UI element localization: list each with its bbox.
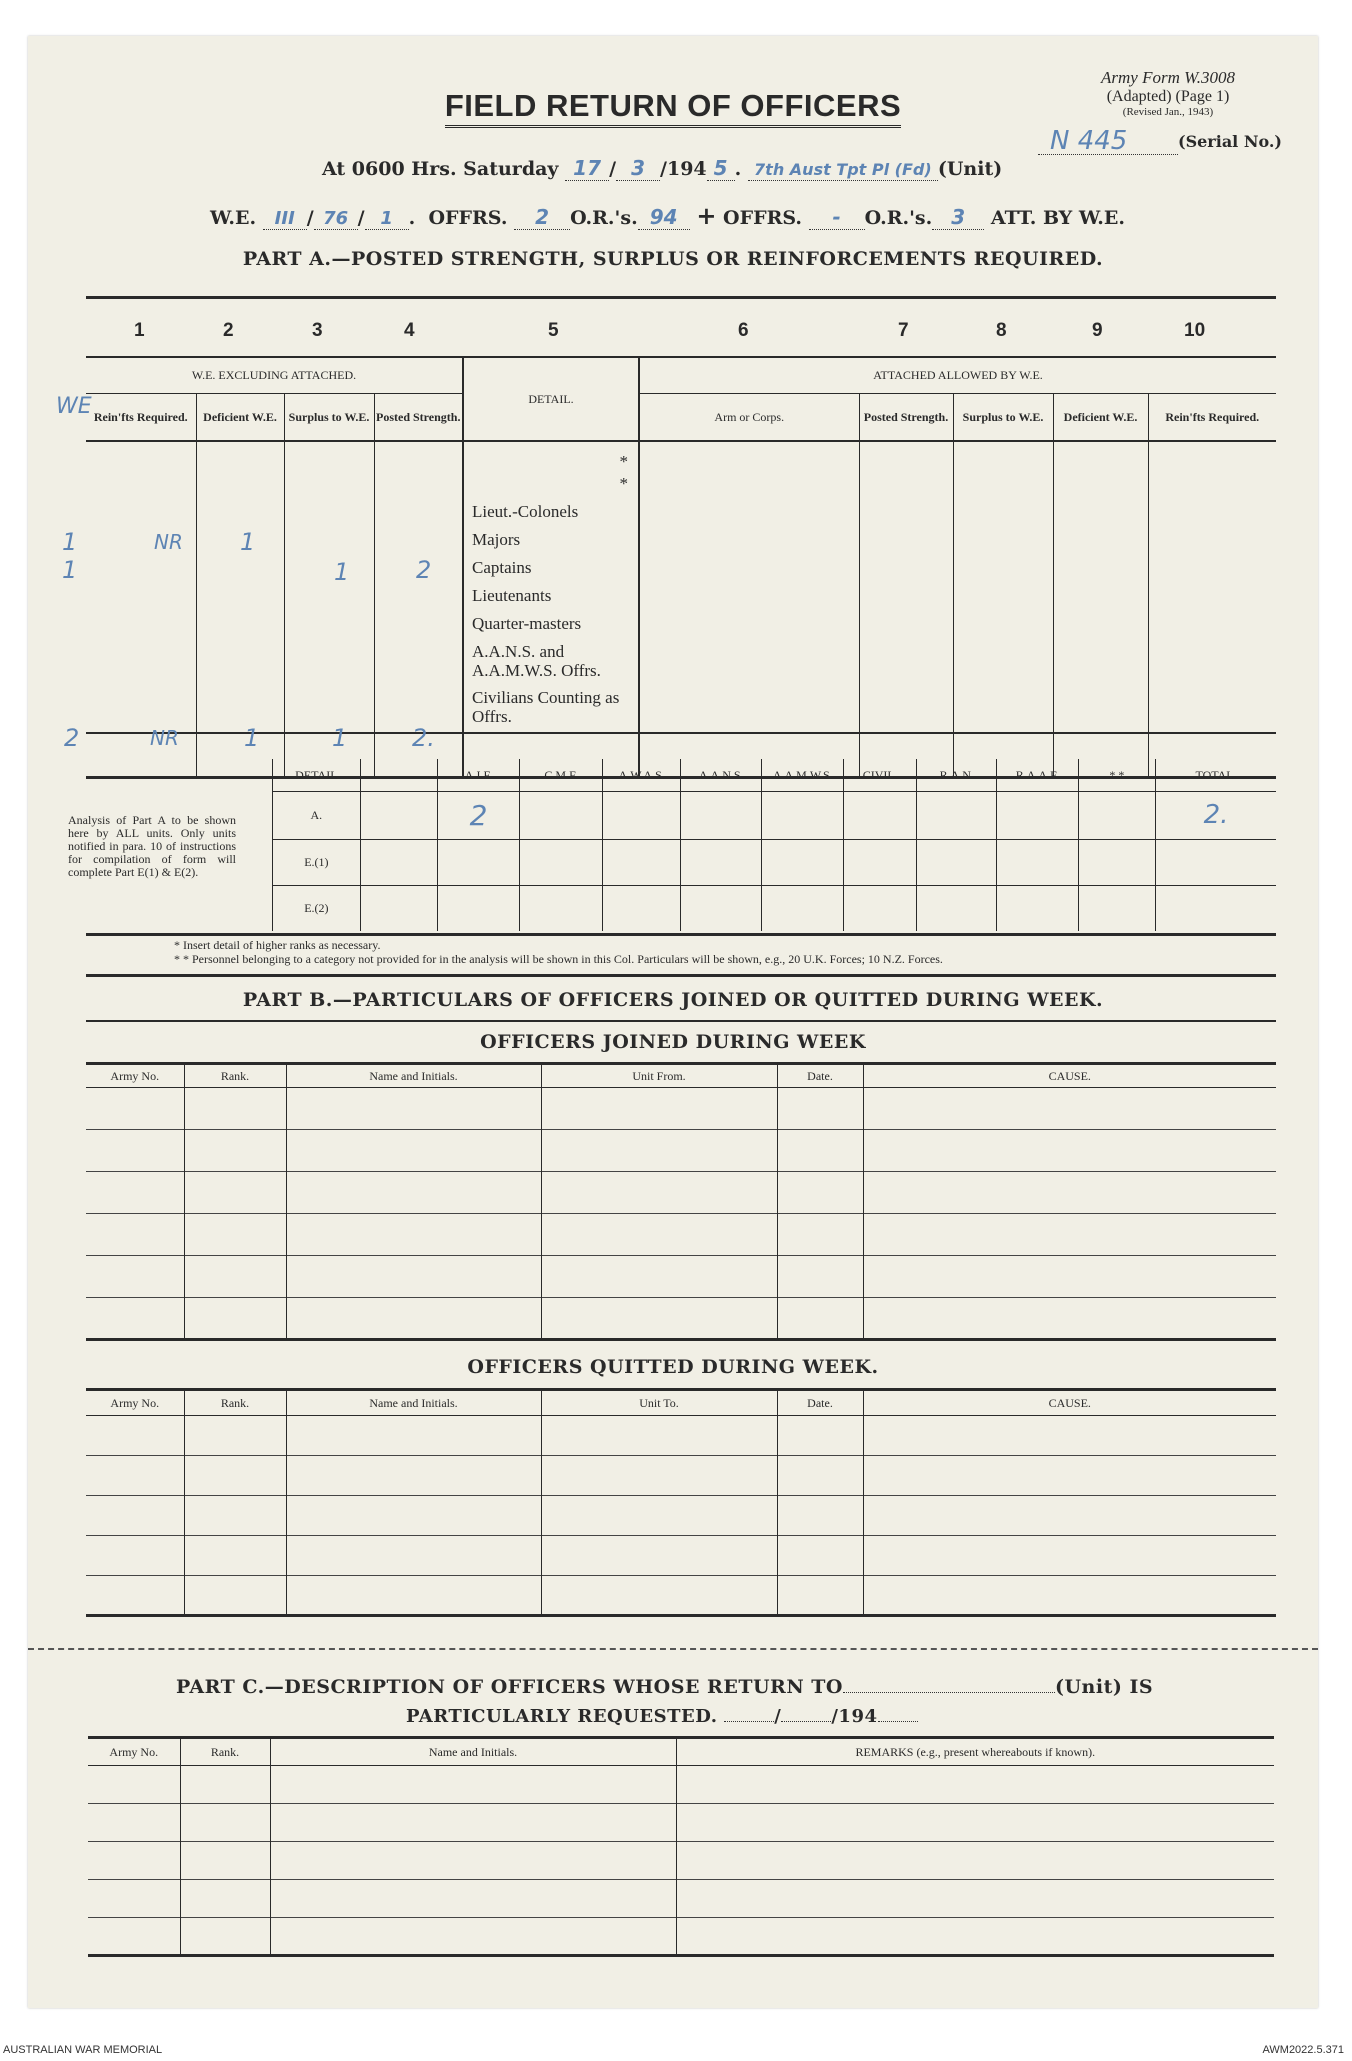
arm-or-corps-header: Arm or Corps. <box>639 393 859 441</box>
rank-civilians: Civilians Counting as Offrs. <box>472 688 620 726</box>
col-number-2: 2 <box>223 320 234 341</box>
analysis-header-civil: CIVIL. <box>844 759 917 791</box>
serial-field <box>1038 124 1178 155</box>
form-sheet <box>28 36 1318 2008</box>
analysis-aif-a-value: 2 <box>469 798 488 832</box>
deficient-we-right-header: Deficient W.E. <box>1053 393 1148 441</box>
form-adapted: (Adapted) (Page 1) <box>1106 88 1230 105</box>
joined-col-rank: Rank. <box>184 1064 286 1088</box>
analysis-bottom-rule <box>86 933 1276 936</box>
analysis-row-e1-label: E.(1) <box>273 839 361 885</box>
part-c-row <box>88 1766 1274 1804</box>
footnote-1: * Insert detail of higher ranks as necessary. <box>174 938 381 952</box>
footnote-rule <box>86 974 1276 977</box>
quitted-row <box>86 1576 1276 1616</box>
part-c-unit-field <box>843 1676 1055 1693</box>
joined-col-army-no: Army No. <box>86 1064 184 1088</box>
date-month-field: 3 <box>616 156 660 181</box>
hand-total-reinfts: NR <box>150 726 179 750</box>
form-title: FIELD RETURN OF OFFICERS <box>28 88 1318 124</box>
col-number-6: 6 <box>738 320 749 341</box>
joined-title: OFFICERS JOINED DURING WEEK <box>480 1031 866 1053</box>
part-c-requested: PARTICULARLY REQUESTED. <box>406 1706 718 1727</box>
joined-col-cause: CAUSE. <box>1048 1069 1091 1083</box>
analysis-row-e2-label: E.(2) <box>273 885 361 931</box>
ors-field: 94 <box>638 205 690 230</box>
plus-sign: + <box>696 201 717 230</box>
part-c-col-army-no: Army No. <box>88 1738 180 1766</box>
offrs-field: 2 <box>514 205 570 230</box>
part-b-title: PART B.—PARTICULARS OF OFFICERS JOINED OR QUITTED DURING WEEK. <box>242 989 1104 1011</box>
joined-col-date: Date. <box>777 1064 863 1088</box>
joined-col-name: Name and Initials. <box>286 1064 541 1088</box>
part-c-col-remarks: REMARKS (e.g., present whereabouts if known). <box>855 1745 1096 1759</box>
analysis-header-cmf: C.M.F. <box>519 759 603 791</box>
surplus-we-right-header: Surplus to W.E. <box>953 393 1053 441</box>
analysis-header-other: * * <box>1078 759 1156 791</box>
joined-table <box>86 1062 1276 1341</box>
part-c-row <box>88 1918 1274 1956</box>
reinfts-required-right-header: Rein'fts Required. <box>1165 409 1260 424</box>
unit-label: (Unit) <box>937 158 1003 180</box>
deficient-we-left-header: Deficient W.E. <box>196 393 284 441</box>
part-a-top-rule <box>86 296 1276 299</box>
date-day-field: 17 <box>565 156 609 181</box>
serial-value: N 445 <box>1050 126 1128 156</box>
part-c-day-field <box>724 1707 774 1722</box>
part-a-table <box>86 356 1276 779</box>
column-number-row <box>86 316 1276 356</box>
rank-aans-aamws: A.A.N.S. and A.A.M.W.S. Offrs. <box>472 642 601 680</box>
part-c-year-prefix: /194 <box>831 1706 878 1727</box>
ors-label: O.R.'s. <box>570 207 638 229</box>
hand-total-posted: 2. <box>412 724 435 752</box>
offrs-label: OFFRS. <box>428 207 508 229</box>
caption-right: AWM2022.5.371 <box>1262 2044 1344 2056</box>
part-c-title: PART C.—DESCRIPTION OF OFFICERS WHOSE RETURN TO <box>176 1676 843 1698</box>
part-c-col-rank: Rank. <box>180 1738 270 1766</box>
unit-field: 7th Aust Tpt Pl (Fd) <box>748 158 938 181</box>
ors2-field: 3 <box>932 205 984 230</box>
quitted-table <box>86 1388 1276 1617</box>
quitted-title: OFFICERS QUITTED DURING WEEK. <box>467 1356 879 1378</box>
joined-row <box>86 1130 1276 1172</box>
offrs2-field: - <box>809 205 865 230</box>
detail-header: DETAIL. <box>463 357 639 441</box>
part-c-row <box>88 1842 1274 1880</box>
we-excluding-attached-header: W.E. EXCLUDING ATTACHED. <box>86 357 463 393</box>
header-line-1: At 0600 Hrs. Saturday 17 / 3 /194 5 . 7th Aust Tpt Pl (Fd) (Unit) <box>322 156 1003 180</box>
at-hours-label: At 0600 Hrs. Saturday <box>322 158 559 180</box>
analysis-header-total: TOTAL. <box>1195 767 1237 782</box>
col-number-4: 4 <box>404 320 415 341</box>
year-prefix: /194 <box>660 158 707 180</box>
perforation-line <box>28 1648 1318 1650</box>
part-c-table <box>88 1736 1274 1957</box>
higher-rank-asterisk-2: * <box>619 474 628 493</box>
quitted-col-cause: CAUSE. <box>1048 1396 1091 1410</box>
analysis-table <box>272 759 1276 931</box>
hand-row1-deficient: 1 <box>240 528 256 556</box>
col-number-8: 8 <box>996 320 1007 341</box>
hand-row2-surplus: 1 <box>334 558 350 586</box>
analysis-header-aans: A.A.N.S. <box>680 759 762 791</box>
col-number-5: 5 <box>548 320 559 341</box>
part-c-line-1 <box>176 1676 1153 1698</box>
part-c-unit-label: (Unit) IS <box>1055 1676 1154 1698</box>
hand-row1-left: 1 <box>62 528 78 556</box>
quitted-row <box>86 1416 1276 1456</box>
part-c-row <box>88 1804 1274 1842</box>
attached-allowed-header: ATTACHED ALLOWED BY W.E. <box>639 357 1276 393</box>
quitted-col-unit-to: Unit To. <box>541 1390 777 1416</box>
quitted-row <box>86 1456 1276 1496</box>
quitted-col-name: Name and Initials. <box>286 1390 541 1416</box>
hand-total-deficient: 1 <box>244 724 260 752</box>
we-field-b: 76 <box>314 207 358 230</box>
analysis-header-aamws: A.A.M.W.S. <box>762 759 844 791</box>
part-c-month-field <box>781 1707 831 1722</box>
joined-row <box>86 1298 1276 1340</box>
analysis-header-raaf: R.A.A.F. <box>997 759 1079 791</box>
analysis-total-a-value: 2. <box>1203 800 1229 830</box>
rank-detail-cell <box>463 441 639 733</box>
quitted-col-army-no: Army No. <box>86 1390 184 1416</box>
analysis-header-blank <box>360 759 438 791</box>
hand-row2-posted: 2 <box>416 556 432 584</box>
rank-lieutenants: Lieutenants <box>472 586 552 605</box>
year-suffix-field: 5 <box>707 156 735 181</box>
part-c-row <box>88 1880 1274 1918</box>
caption-left: AUSTRALIAN WAR MEMORIAL <box>3 2044 163 2056</box>
att-by-we-label: ATT. BY W.E. <box>990 207 1125 229</box>
analysis-header-ran: R.A.N. <box>917 759 997 791</box>
analysis-note: Analysis of Part A to be shown here by ALL units. Only units notified in para. 10 of instructions for compilation of form will complete Part E(1) & E(2). <box>68 813 236 879</box>
joined-col-unit-from: Unit From. <box>541 1064 777 1088</box>
rank-lieut-colonels: Lieut.-Colonels <box>472 502 579 521</box>
col-number-10: 10 <box>1184 320 1206 341</box>
analysis-header-aif: A.I.F. <box>438 759 520 791</box>
quitted-row <box>86 1536 1276 1576</box>
col-number-9: 9 <box>1092 320 1103 341</box>
surplus-we-left-header: Surplus to W.E. <box>284 393 374 441</box>
serial-label: (Serial No.) <box>1178 132 1282 151</box>
we-field-a: III <box>263 207 307 230</box>
header-line-2: W.E. III / 76 / 1 . OFFRS. 2 O.R.'s. 94 + OFFRS. - O.R.'s. 3 ATT. BY W.E. <box>210 201 1125 230</box>
part-a-title: PART A.—POSTED STRENGTH, SURPLUS OR REINFORCEMENTS REQUIRED. <box>242 248 1104 270</box>
quitted-col-date: Date. <box>777 1390 863 1416</box>
part-c-col-name: Name and Initials. <box>270 1738 676 1766</box>
joined-row <box>86 1088 1276 1130</box>
part-c-year-field <box>878 1707 918 1722</box>
quitted-row <box>86 1496 1276 1536</box>
part-c-line-2: PARTICULARLY REQUESTED. / /194 <box>406 1706 918 1727</box>
footnote-2: * * Personnel belonging to a category not provided for in the analysis will be shown in this Col. Particulars will be shown, e.g., 20 U.K. Forces; 10 N.Z. Forces. <box>174 952 943 966</box>
hand-row2-left: 1 <box>62 556 78 584</box>
margin-note-we: WE <box>56 394 92 419</box>
col-number-3: 3 <box>312 320 323 341</box>
posted-strength-left-header: Posted Strength. <box>374 393 463 441</box>
we-field-c: 1 <box>365 207 409 230</box>
offrs2-label: OFFRS. <box>723 207 803 229</box>
hand-row1-reinfts: NR <box>154 530 183 554</box>
part-b-rule <box>86 1020 1276 1022</box>
analysis-header-awas: A.W.A.S. <box>603 759 681 791</box>
hand-total-surplus: 1 <box>332 724 348 752</box>
form-number: Army Form W.3008 <box>1101 68 1235 87</box>
reinfts-required-left-header: Rein'fts Required. <box>86 393 196 441</box>
joined-row <box>86 1214 1276 1256</box>
col-number-1: 1 <box>134 320 145 341</box>
hand-total-left: 2 <box>64 724 80 752</box>
form-revised: (Revised Jan., 1943) <box>1122 106 1214 118</box>
rank-quarter-masters: Quarter-masters <box>472 614 582 633</box>
joined-row <box>86 1256 1276 1298</box>
rank-captains: Captains <box>472 558 532 577</box>
joined-row <box>86 1172 1276 1214</box>
col-number-7: 7 <box>898 320 909 341</box>
higher-rank-asterisk-1: * <box>619 452 628 471</box>
ors2-label: O.R.'s. <box>864 207 933 229</box>
we-label: W.E. <box>210 207 257 229</box>
analysis-header-detail: DETAIL <box>273 759 361 791</box>
posted-strength-right-header: Posted Strength. <box>859 393 953 441</box>
analysis-row-a-label: A. <box>273 791 361 839</box>
rank-majors: Majors <box>472 530 521 549</box>
quitted-col-rank: Rank. <box>184 1390 286 1416</box>
